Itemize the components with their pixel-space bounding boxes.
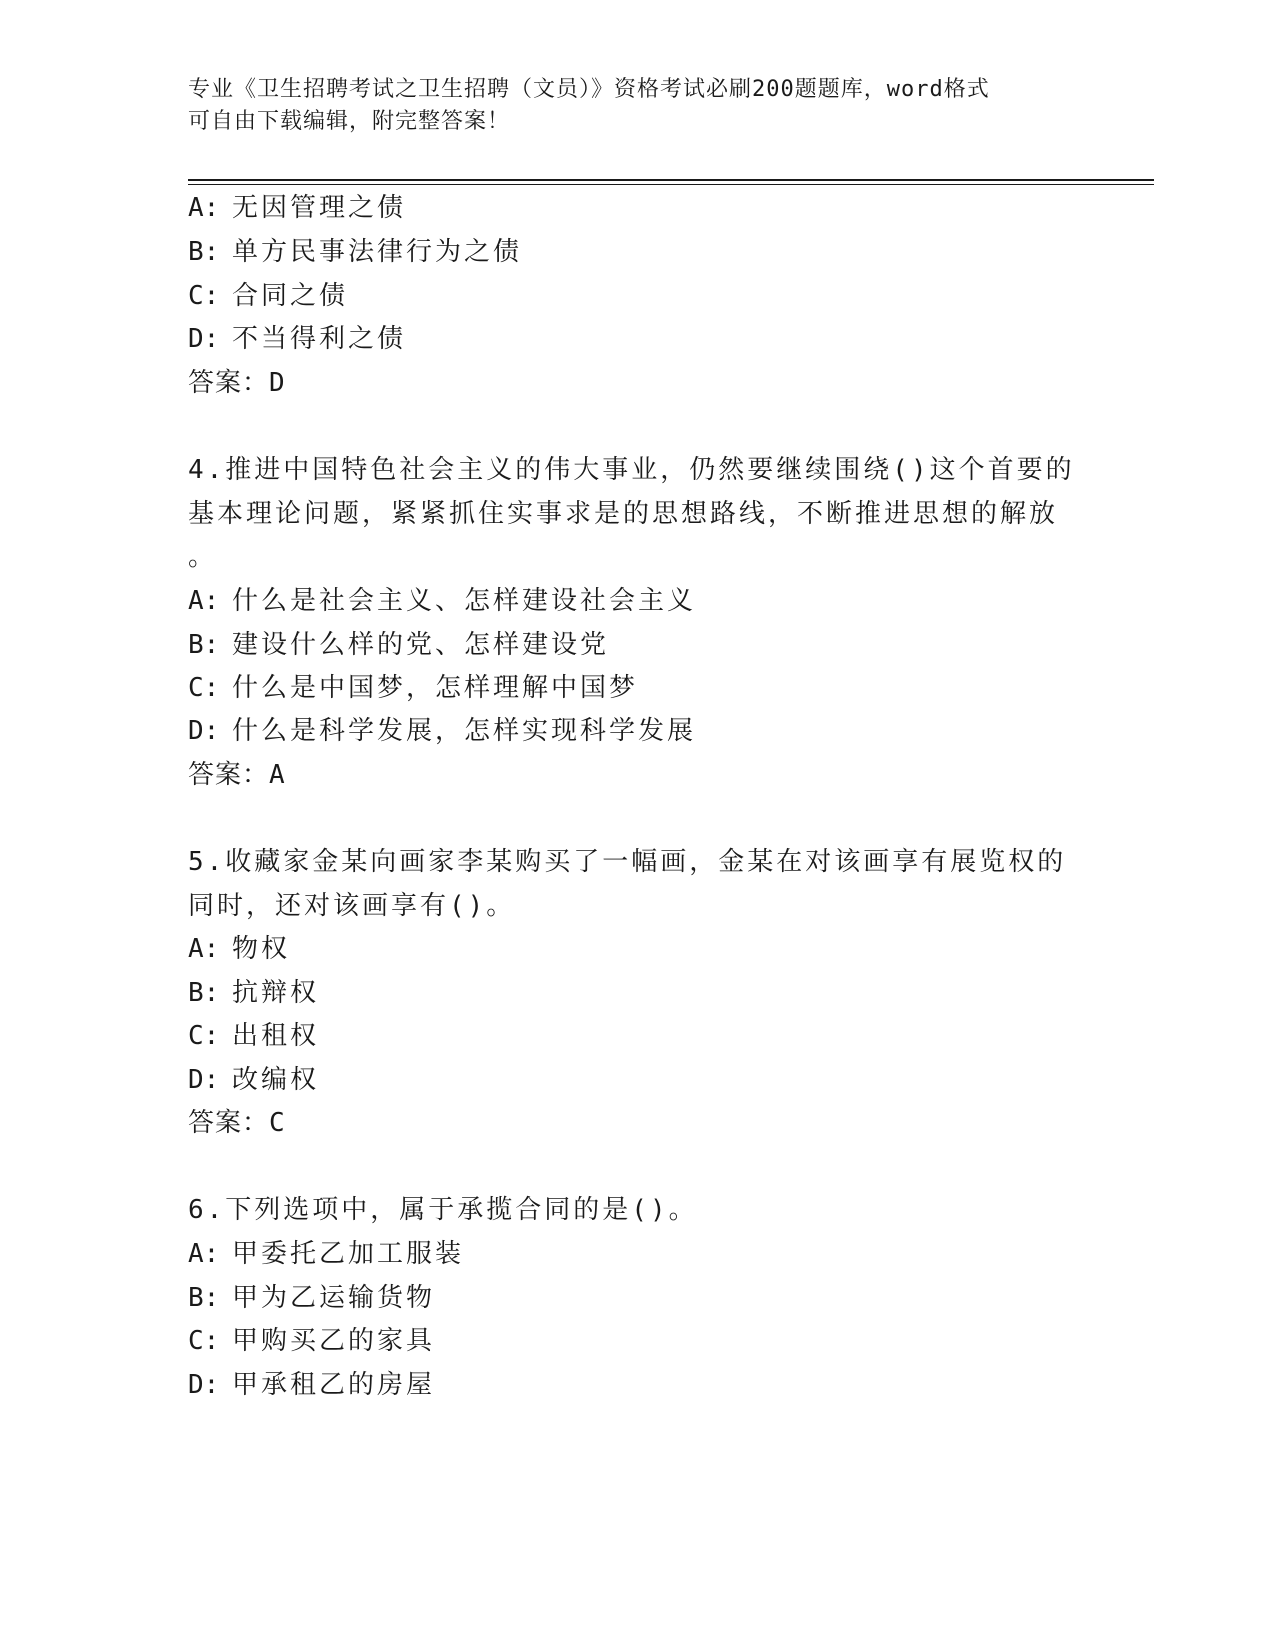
q6-option-d: D: 甲承租乙的房屋 [188, 1370, 436, 1400]
q3-option-d: D: 不当得利之债 [188, 324, 407, 354]
q4-option-c: C: 什么是中国梦，怎样理解中国梦 [188, 673, 639, 703]
q4-option-d: D: 什么是科学发展，怎样实现科学发展 [188, 716, 697, 746]
q5-option-d: D: 改编权 [188, 1065, 320, 1095]
header-divider-thin [188, 184, 1154, 185]
q6-stem-line-1: 6.下列选项中，属于承揽合同的是()。 [188, 1195, 698, 1225]
q6-option-c: C: 甲购买乙的家具 [188, 1326, 436, 1356]
q5-option-b: B: 抗辩权 [188, 978, 320, 1008]
q6-option-b: B: 甲为乙运输货物 [188, 1283, 436, 1313]
q6-option-a: A: 甲委托乙加工服装 [188, 1239, 465, 1269]
header-line-1: 专业《卫生招聘考试之卫生招聘（文员）》资格考试必刷200题题库，word格式 [188, 77, 990, 102]
q5-stem-line-1: 5.收藏家金某向画家李某购买了一幅画，金某在对该画享有展览权的 [188, 847, 1067, 877]
header-divider-thick [188, 179, 1154, 181]
q4-stem-line-1: 4.推进中国特色社会主义的伟大事业，仍然要继续围绕()这个首要的 [188, 455, 1075, 485]
q4-stem-line-2: 基本理论问题，紧紧抓住实事求是的思想路线，不断推进思想的解放 [188, 499, 1059, 529]
q4-option-b: B: 建设什么样的党、怎样建设党 [188, 630, 610, 660]
q5-option-a: A: 物权 [188, 934, 291, 964]
q4-stem-line-3: 。 [188, 542, 218, 572]
header-line-2: 可自由下载编辑，附完整答案！ [188, 109, 511, 134]
q5-answer: 答案：C [188, 1108, 286, 1138]
q3-option-a: A: 无因管理之债 [188, 193, 407, 223]
document-header [188, 74, 1068, 138]
q5-stem-line-2: 同时，还对该画享有()。 [188, 891, 516, 921]
q3-option-c: C: 合同之债 [188, 281, 349, 311]
q3-option-b: B: 单方民事法律行为之债 [188, 237, 523, 267]
q3-answer: 答案：D [188, 368, 286, 398]
q4-answer: 答案：A [188, 760, 286, 790]
q5-option-c: C: 出租权 [188, 1021, 320, 1051]
q4-option-a: A: 什么是社会主义、怎样建设社会主义 [188, 586, 697, 616]
